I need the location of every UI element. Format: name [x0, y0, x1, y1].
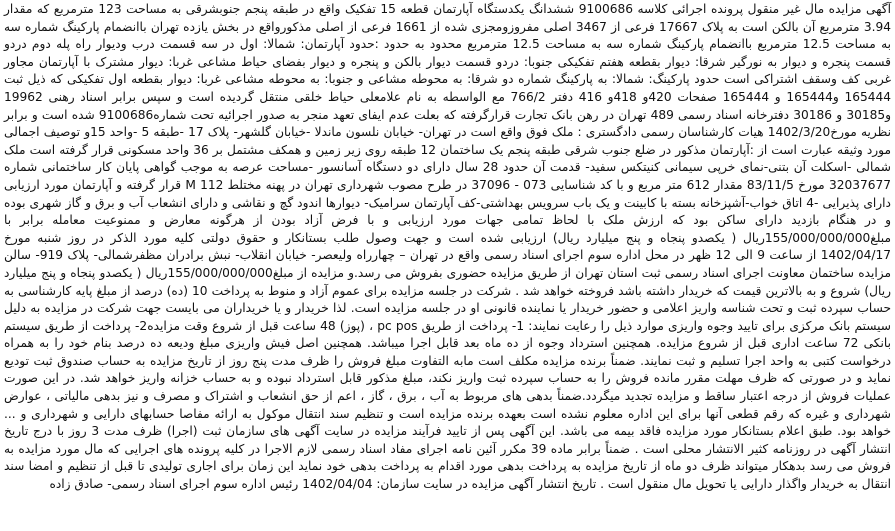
- auction-notice-text: آگهی مزایده مال غیر منقول پرونده اجرائی کلاسه 9100686 ششدانگ یکدستگاه آپارتمان قطعه 15 تفکیک واقع در طبقه پنجم جنوبشرقی به مساحت 123 مترمربع که مقدار 3.94 مترمربع آن بالکن است به پلاک 17667 فرعی از 3467 اصلی مفروزومجزی شده از 1661 فرعی از اصلی مذکورواقع در بخش یازده تهران باانضمام پارکینگ شماره سه به مساحت 12.5 مترمربع باانضمام پارکینگ شماره سه به مساحت 12.5 مترمربع محدود به حدود :حدود آپارتمان: شمالا: اول در سه قسمت درب ودیوار راه پله دوم دردو قسمت پنجره و دیوار به نورگیر شرقا: دیوار بقطعه هفتم تفکیکی جنوبا: دردو قسمت دیوار بالکن و پنجره و دیوار بفضای حیاط مشاعی غربا: دیوار مشترک با آپارتمان مجاور غربی کف وسقف اشتراکی است حدود پارکینگ: شمالا: به پارکینگ شماره دو شرقا: به محوطه مشاعی و جنوبا: به محوطه مشاعی غربا: دیوار بقطعه اول تفکیکی که ذیل ثبت 165444 و165444 و 165444 صفحات 420و 418و 416 دفتر 766/2 مع الواسطه به نام علامعلی حیاط خلقی منتقل گردیده است و سپس برابر اسناد رهنی 19962 و30185 و 30186 دفترخانه اسناد رسمی 489 تهران در رهن بانک تجارت قرارگرفته که بعلت عدم ایفای تعهد منجر به صدور اجرائیه تحت شماره9100686 شده است و برابر نظریه مورخ1402/3/20 هیات کارشناسان رسمی دادگستری : ملک فوق واقع است در تهران- خیابان نلسون ماندلا -خیابان گلشهر- پلاک 17 -طبقه 5 -واحد 15و توصیف اجمالی مورد وثیقه عبارت است از :آپارتمان مذکور در ضلع جنوب شرقی طبقه پنجم یک ساختمان 12 طبقه روی زیر زمین و همکف مشتمل بر 36 واحد مسکونی قرار گرفته است ملک شمالی -اسکلت آن بتنی-نمای خرپی سیمانی کنیتکس سفید- قدمت آن حدود 28 سال دارای دو دستگاه آسانسور -مساحت عرصه به موجب گواهی پایان کار ساختمانی شماره 32037677 مورخ 83/11/5 مقدار 612 متر مربع و با کد شناسایی 073 - 37096 در طرح مصوب شهرداری تهران در پهنه مختلط M 112 قرار گرفته و آپارتمان مورد ارزیابی دارای پذیرایی -4 اتاق خواب-آشپزخانه بسته با کابینت و یک باب سرویس بهداشتی-کف آپارتمان سرامیک- دیوارها اندود گچ و نقاشی و دارای انشعاب آب و برق و گاز شهری بوده و در هنگام بازدید دارای ساکن بود که ارزش ملک با لحاظ تمامی جهات مورد ارزیابی و با فرض آزاد بودن از هرگونه معارض و ممنوعیت معامله برابر با مبلغ155/000/000/000ریال ( یکصدو پنجاه و پنج میلیارد ریال) ارزیابی شده است و جهت وصول طلب بستانکار و حقوق دولتی کلیه مورد الذکر در روز شنبه مورخ 1402/04/17 از ساعت 9 الی 12 ظهر در محل اداره سوم اجرای اسناد رسمی واقع در تهران – چهارراه ولیعصر- خیابان انقلاب- نبش برادران مظفرشمالی- پلاک 919- سالن مزایده ساختمان معاونت اجرای اسناد رسمی ثبت استان تهران از طریق مزایده حضوری بفروش می رسد.و مزایده از مبلغ155/000/000/000ریال ( یکصدو پنجاه و پنج میلیارد ریال) شروع و به بالاترین قیمت که خریدار داشته باشد فروخته خواهد شد . شرکت در جلسه مزایده برای عموم آزاد و منوط به پرداخت 10 (ده) درصد از مبلغ پایه کارشناسی به حساب سپرده ثبت و تحت شناسه واریز اعلامی و حضور خریدار یا نماینده قانونی او در جلسه مزایده است. لذا خریدار و یا خریداران می بایست جهت شرکت در مزایده به دلیل سیستم بانک مرکزی برای تایید وجوه واریزی موارد ذیل را رعایت نمایند: 1- پرداخت از طریق pc pos ، (پوز) 48 ساعت قبل از شروع وقت مزایده2- پرداخت از طریق سیستم بانکی 72 ساعت اداری قبل از شروع مزایده. همچنین استرداد وجوه از ده ماه بعد قابل اجرا میباشد. همچنین اصل فیش واریزی مبلغ ودیعه ده درصد بنام خود را به همراه درخواست کتبی به واحد اجرا تسلیم و ثبت نمایند. ضمناً برنده مزایده مکلف است مابه التفاوت مبلغ فروش را ظرف مدت پنج روز از تاریخ مزایده به حساب صندوق ثبت تودیع نماید و در صورتی که ظرف مهلت مقرر مانده فروش را به حساب سپرده ثبت واریز نکند، مبلغ مذکور قابل استرداد نبوده و به حساب خزانه واریز خواهد شد. در این صورت عملیات فروش از درجه اعتبار ساقط و مزایده تجدید میگردد.ضمناً بدهی های مربوط به آب ، برق ، گاز ، اعم از حق انشعاب و اشتراک و مصرف و نیز بدهی مالیاتی ، عوارض شهرداری و غیره که رقم قطعی آنها برای این اداره معلوم نشده است بعهده برنده مزایده است و تنظیم سند انتقال موکول به ارائه مفاصا حسابهای دارایی و شهرداری و ... خواهد بود. طبق اعلام بستانکار مورد مزایده فاقد بیمه می باشد. این آگهی پس از تایید فرآیند مزایده در سایت آگهی های سازمان ثبت (اجرا) ظرف مدت 3 روز با درج تاریخ انتشار آگهی در روزنامه کثیر الانتشار محلی است . ضمناً برابر ماده 39 مکرر آئین نامه اجرای مفاد اسناد رسمی لازم الاجرا در کلیه پرونده های اجرایی که مال مورد مزایده به فروش می رسد بدهکار میتواند ظرف دو ماه از تاریخ مزایده به پرداخت بدهی مورد اقدام به پرداخت بدهی خود نماید این زمان برای اجاری تولیدی تا قبل از تنظیم و امضا سند انتقال به خریدار واگذار دارایی یا تحویل مال منقول است . تاریخ انتشار آگهی مزایده در سایت سازمان: 1402/04/04 رئیس اداره سوم اجرای اسناد رسمی- صادق زاده: [4, 2, 892, 492]
